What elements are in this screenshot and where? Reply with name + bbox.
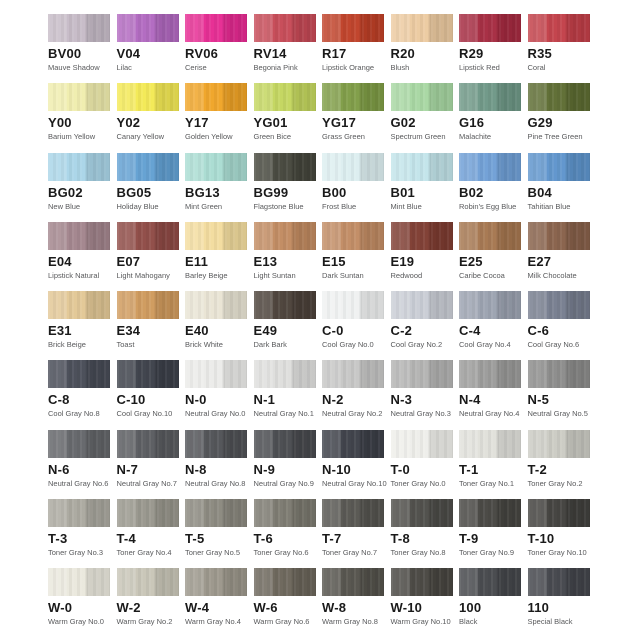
color-swatch [117, 568, 179, 596]
swatch-cell [254, 153, 316, 210]
color-swatch [391, 222, 453, 250]
swatch-cell [254, 499, 316, 556]
swatch-code: C-10 [116, 392, 146, 408]
color-swatch [459, 222, 521, 250]
swatch-name: Cool Gray No.0 [322, 340, 374, 350]
swatch-cell [528, 568, 590, 625]
swatch-code: E49 [253, 323, 278, 339]
swatch-name: Neutral Gray No.5 [527, 409, 588, 419]
swatch-code: E13 [253, 253, 278, 269]
swatch-code: T-2 [527, 461, 547, 477]
swatch-code: B02 [459, 184, 484, 200]
color-swatch [459, 291, 521, 319]
swatch-cell [322, 14, 384, 71]
swatch-code: E19 [390, 253, 415, 269]
swatch-name: Toner Gray No.7 [322, 548, 378, 558]
swatch-code: C-6 [527, 323, 550, 339]
color-swatch [117, 291, 179, 319]
swatch-code: E07 [116, 253, 141, 269]
color-swatch [254, 153, 316, 181]
swatch-code: T-1 [459, 461, 479, 477]
swatch-name: Frost Blue [322, 201, 357, 211]
swatch-cell [48, 153, 110, 210]
swatch-code: BV00 [48, 46, 82, 61]
swatch-name: Neutral Gray No.8 [185, 478, 246, 488]
swatch-cell [459, 568, 521, 625]
color-swatch [322, 153, 384, 181]
swatch-code: N-4 [459, 392, 481, 408]
swatch-code: N-9 [253, 461, 276, 477]
swatch-name: Dark Suntan [322, 270, 364, 280]
color-swatch [185, 499, 247, 527]
swatch-code: R20 [390, 46, 415, 61]
swatch-name: Pine Tree Green [527, 132, 583, 142]
color-swatch [254, 568, 316, 596]
swatch-code: B01 [390, 184, 415, 200]
color-swatch [459, 360, 521, 388]
swatch-code: T-7 [322, 531, 342, 547]
swatch-name: Neutral Gray No.7 [116, 478, 177, 488]
swatch-name: Mint Blue [390, 201, 422, 211]
color-swatch [528, 83, 590, 111]
color-swatch [185, 291, 247, 319]
color-swatch [322, 568, 384, 596]
swatch-code: N-10 [322, 461, 351, 477]
color-swatch [185, 14, 247, 42]
color-swatch [391, 291, 453, 319]
swatch-name: Toner Gray No.10 [527, 548, 587, 558]
color-swatch [528, 14, 590, 42]
swatch-code: C-0 [322, 323, 344, 339]
swatch-code: T-9 [459, 531, 479, 547]
swatch-name: Cool Gray No.8 [48, 409, 100, 419]
swatch-cell [322, 153, 384, 210]
swatch-cell [459, 291, 521, 348]
color-swatch [528, 499, 590, 527]
color-swatch [48, 430, 110, 458]
swatch-name: Cool Gray No.10 [116, 409, 173, 419]
swatch-name: Barium Yellow [48, 132, 96, 142]
swatch-name: Black [459, 617, 478, 627]
swatch-cell [117, 499, 179, 556]
swatch-code: N-1 [253, 392, 276, 408]
color-swatch [117, 430, 179, 458]
color-swatch [528, 153, 590, 181]
swatch-name: Golden Yellow [185, 132, 233, 142]
swatch-cell [48, 360, 110, 417]
color-swatch [254, 360, 316, 388]
swatch-cell [117, 430, 179, 487]
swatch-cell [459, 14, 521, 71]
swatch-name: Brick Beige [48, 340, 86, 350]
swatch-cell [254, 568, 316, 625]
swatch-cell [391, 222, 453, 279]
color-swatch [185, 568, 247, 596]
swatch-name: Toner Gray No.3 [48, 548, 104, 558]
color-swatch [391, 14, 453, 42]
swatch-code: YG17 [322, 115, 357, 131]
swatch-name: Neutral Gray No.10 [322, 478, 387, 488]
swatch-name: Light Mahogany [116, 270, 170, 280]
swatch-name: Lipstick Orange [322, 63, 375, 72]
swatch-cell [322, 430, 387, 488]
color-swatch [528, 222, 590, 250]
swatch-cell [254, 14, 316, 71]
swatch-cell [391, 153, 453, 210]
swatch-name: Blush [390, 63, 410, 72]
color-swatch [48, 568, 110, 596]
swatch-code: W-2 [116, 600, 141, 616]
swatch-code: T-10 [527, 531, 555, 547]
swatch-name: Neutral Gray No.1 [253, 409, 314, 419]
swatch-cell [528, 14, 590, 71]
swatch-code: E25 [459, 253, 483, 269]
swatch-code: T-5 [185, 531, 205, 547]
swatch-cell [48, 83, 110, 140]
swatch-name: Warm Gray No.0 [48, 617, 104, 627]
swatch-name: Barley Beige [185, 270, 228, 280]
swatch-name: Spectrum Green [390, 132, 446, 142]
swatch-code: R35 [527, 46, 552, 61]
color-swatch [459, 83, 521, 111]
swatch-cell [391, 83, 453, 140]
swatch-cell [185, 568, 247, 625]
color-swatch [117, 153, 179, 181]
swatch-name: Cool Gray No.6 [527, 340, 580, 350]
swatch-code: N-8 [185, 461, 207, 477]
swatch-cell [391, 568, 453, 625]
swatch-name: Grass Green [322, 132, 365, 142]
swatch-cell [528, 291, 590, 348]
color-swatch [185, 83, 247, 111]
swatch-code: G16 [459, 115, 485, 131]
color-swatch [391, 360, 453, 388]
swatch-cell [254, 222, 316, 279]
swatch-code: N-7 [116, 461, 139, 477]
swatch-cell [528, 222, 590, 279]
swatch-name: Dark Bark [253, 340, 287, 350]
swatch-code: B04 [527, 184, 552, 200]
color-swatch [322, 291, 384, 319]
swatch-code: B00 [322, 184, 347, 200]
swatch-name: Lipstick Natural [48, 270, 100, 280]
swatch-name: Special Black [527, 617, 573, 627]
color-swatch [459, 153, 521, 181]
swatch-cell [391, 430, 453, 487]
swatch-name: Redwood [390, 270, 423, 280]
swatch-code: N-6 [48, 461, 70, 477]
swatch-cell [48, 430, 110, 487]
color-swatch [322, 360, 384, 388]
swatch-code: 110 [527, 600, 550, 616]
color-swatch [391, 153, 453, 181]
swatch-code: W-6 [253, 600, 278, 616]
swatch-cell [48, 14, 110, 71]
swatch-cell [391, 499, 453, 556]
swatch-code: YG01 [253, 115, 288, 131]
color-swatch [254, 83, 316, 111]
swatch-cell [528, 153, 590, 210]
color-swatch [459, 499, 521, 527]
color-swatch [459, 14, 521, 42]
swatch-cell [391, 360, 453, 417]
color-swatch [48, 153, 110, 181]
swatch-cell [48, 222, 110, 279]
swatch-cell [528, 430, 590, 487]
color-swatch [254, 222, 316, 250]
swatch-name: Robin's Egg Blue [459, 201, 517, 211]
swatch-code: RV14 [253, 46, 287, 61]
swatch-name: Neutral Gray No.0 [185, 409, 246, 419]
swatch-name: Lilac [116, 63, 132, 72]
swatch-code: E27 [527, 253, 552, 269]
swatch-name: Cool Gray No.2 [390, 340, 443, 350]
swatch-name: Toner Gray No.4 [116, 548, 172, 558]
swatch-name: Toner Gray No.5 [185, 548, 241, 558]
swatch-code: Y02 [116, 115, 141, 131]
swatch-name: Toast [116, 340, 135, 350]
swatch-name: Warm Gray No.8 [322, 617, 378, 627]
color-swatch [528, 360, 590, 388]
color-swatch [254, 430, 316, 458]
swatch-code: E11 [185, 253, 209, 269]
swatch-cell [459, 222, 521, 279]
color-swatch [322, 430, 384, 458]
swatch-name: Canary Yellow [116, 132, 165, 142]
swatch-name: Milk Chocolate [527, 270, 577, 280]
swatch-code: T-6 [253, 531, 273, 547]
swatch-cell [459, 153, 521, 210]
swatch-cell [254, 430, 316, 487]
swatch-code: T-4 [116, 531, 136, 547]
swatch-name: Green Bice [253, 132, 292, 142]
swatch-name: Toner Gray No.0 [390, 478, 446, 488]
swatch-code: BG13 [185, 184, 220, 200]
swatch-code: W-8 [322, 600, 347, 616]
swatch-code: BG05 [116, 184, 152, 200]
swatch-code: C-2 [390, 323, 413, 339]
swatch-cell [322, 291, 384, 348]
swatch-cell [48, 291, 110, 348]
swatch-cell [185, 499, 247, 556]
swatch-name: Toner Gray No.8 [390, 548, 446, 558]
swatch-code: W-0 [48, 600, 73, 616]
swatch-name: Warm Gray No.4 [185, 617, 241, 627]
swatch-name: Neutral Gray No.3 [390, 409, 451, 419]
swatch-name: Lipstick Red [459, 63, 500, 72]
swatch-name: Malachite [459, 132, 492, 142]
color-swatch [391, 499, 453, 527]
color-swatch [48, 360, 110, 388]
swatch-code: T-8 [390, 531, 410, 547]
swatch-name: Light Suntan [253, 270, 296, 280]
swatch-name: Tahitian Blue [527, 201, 571, 211]
swatch-code: N-2 [322, 392, 344, 408]
color-swatch [48, 83, 110, 111]
color-swatch [117, 83, 179, 111]
swatch-code: G29 [527, 115, 553, 131]
swatch-code: E04 [48, 253, 72, 269]
swatch-cell [117, 14, 179, 71]
swatch-name: Cerise [185, 63, 207, 72]
swatch-code: RV06 [185, 46, 219, 61]
color-swatch [459, 568, 521, 596]
swatch-cell [391, 291, 453, 348]
swatch-code: C-8 [48, 392, 70, 408]
swatch-cell [322, 499, 384, 556]
swatch-cell [48, 568, 110, 625]
color-swatch [528, 430, 590, 458]
color-swatch [117, 360, 179, 388]
color-swatch [322, 14, 384, 42]
swatch-name: Holiday Blue [116, 201, 159, 211]
swatch-code: E34 [116, 323, 141, 339]
swatch-cell [322, 83, 384, 140]
swatch-cell [322, 360, 384, 417]
swatch-name: Warm Gray No.10 [390, 617, 451, 627]
swatch-cell [254, 83, 316, 140]
color-swatch [322, 222, 384, 250]
color-swatch [322, 499, 384, 527]
swatch-name: Coral [527, 63, 546, 72]
swatch-cell [254, 291, 316, 348]
swatch-cell [185, 222, 247, 279]
swatch-name: Toner Gray No.1 [459, 478, 515, 488]
color-swatch [117, 499, 179, 527]
swatch-cell [48, 499, 110, 556]
swatch-cell [117, 360, 179, 417]
swatch-code: W-10 [390, 600, 423, 616]
swatch-name: Flagstone Blue [253, 201, 304, 211]
swatch-cell [117, 222, 179, 279]
swatch-cell [185, 14, 247, 71]
swatch-cell [117, 83, 179, 140]
swatch-name: Neutral Gray No.9 [253, 478, 314, 488]
swatch-cell [254, 360, 316, 417]
swatch-name: Warm Gray No.6 [253, 617, 310, 627]
color-swatch [185, 430, 247, 458]
swatch-cell [528, 499, 590, 556]
swatch-code: E15 [322, 253, 346, 269]
swatch-cell [185, 291, 247, 348]
swatch-code: E40 [185, 323, 209, 339]
swatch-cell [185, 153, 247, 210]
swatch-code: N-3 [390, 392, 413, 408]
swatch-cell [322, 222, 384, 279]
color-swatch [48, 499, 110, 527]
swatch-cell [528, 83, 590, 140]
swatch-code: BG99 [253, 184, 289, 200]
color-swatch [185, 153, 247, 181]
swatch-name: Warm Gray No.2 [116, 617, 173, 627]
swatch-code: W-4 [185, 600, 210, 616]
color-swatch [254, 499, 316, 527]
swatch-cell [117, 291, 179, 348]
swatch-cell [185, 83, 247, 140]
color-swatch [48, 222, 110, 250]
color-swatch [185, 360, 247, 388]
swatch-name: New Blue [48, 201, 81, 211]
swatch-name: Neutral Gray No.2 [322, 409, 383, 419]
color-swatch [391, 430, 453, 458]
swatch-code: R17 [322, 46, 347, 61]
swatch-name: Begonia Pink [253, 63, 298, 72]
color-swatch [391, 568, 453, 596]
swatch-cell [117, 153, 179, 210]
swatch-cell [185, 360, 247, 417]
color-swatch [117, 14, 179, 42]
swatch-cell [322, 568, 384, 625]
swatch-name: Cool Gray No.4 [459, 340, 511, 350]
color-swatch [528, 291, 590, 319]
swatch-code: N-0 [185, 392, 207, 408]
swatch-name: Neutral Gray No.6 [48, 478, 109, 488]
color-swatch [391, 83, 453, 111]
swatch-name: Mauve Shadow [48, 63, 100, 72]
swatch-code: T-0 [390, 461, 410, 477]
swatch-code: T-3 [48, 531, 68, 547]
swatch-code: E31 [48, 323, 72, 339]
swatch-cell [459, 499, 521, 556]
swatch-cell [459, 430, 521, 487]
swatch-cell [391, 14, 453, 71]
color-swatch [185, 222, 247, 250]
swatch-cell [528, 360, 590, 417]
swatch-code: BG02 [48, 184, 83, 200]
swatch-name: Neutral Gray No.4 [459, 409, 520, 419]
swatch-code: R29 [459, 46, 484, 61]
swatch-name: Toner Gray No.2 [527, 478, 583, 488]
swatch-cell [185, 430, 247, 487]
swatch-name: Brick White [185, 340, 223, 350]
swatch-cell [459, 83, 521, 140]
swatch-code: N-5 [527, 392, 550, 408]
color-swatch [48, 291, 110, 319]
swatch-code: 100 [459, 600, 482, 616]
swatch-cell [459, 360, 521, 417]
swatch-code: V04 [116, 46, 141, 61]
swatch-code: Y17 [185, 115, 209, 131]
swatch-code: G02 [390, 115, 416, 131]
color-swatch [48, 14, 110, 42]
color-swatch [322, 83, 384, 111]
color-swatch [459, 430, 521, 458]
color-swatch [117, 222, 179, 250]
swatch-code: C-4 [459, 323, 481, 339]
swatch-name: Toner Gray No.6 [253, 548, 309, 558]
color-swatch [254, 291, 316, 319]
swatch-code: Y00 [48, 115, 72, 131]
color-swatch [528, 568, 590, 596]
swatch-name: Mint Green [185, 201, 223, 211]
swatch-cell [117, 568, 179, 625]
swatch-name: Toner Gray No.9 [459, 548, 515, 558]
swatch-name: Caribe Cocoa [459, 270, 505, 280]
color-swatch [254, 14, 316, 42]
